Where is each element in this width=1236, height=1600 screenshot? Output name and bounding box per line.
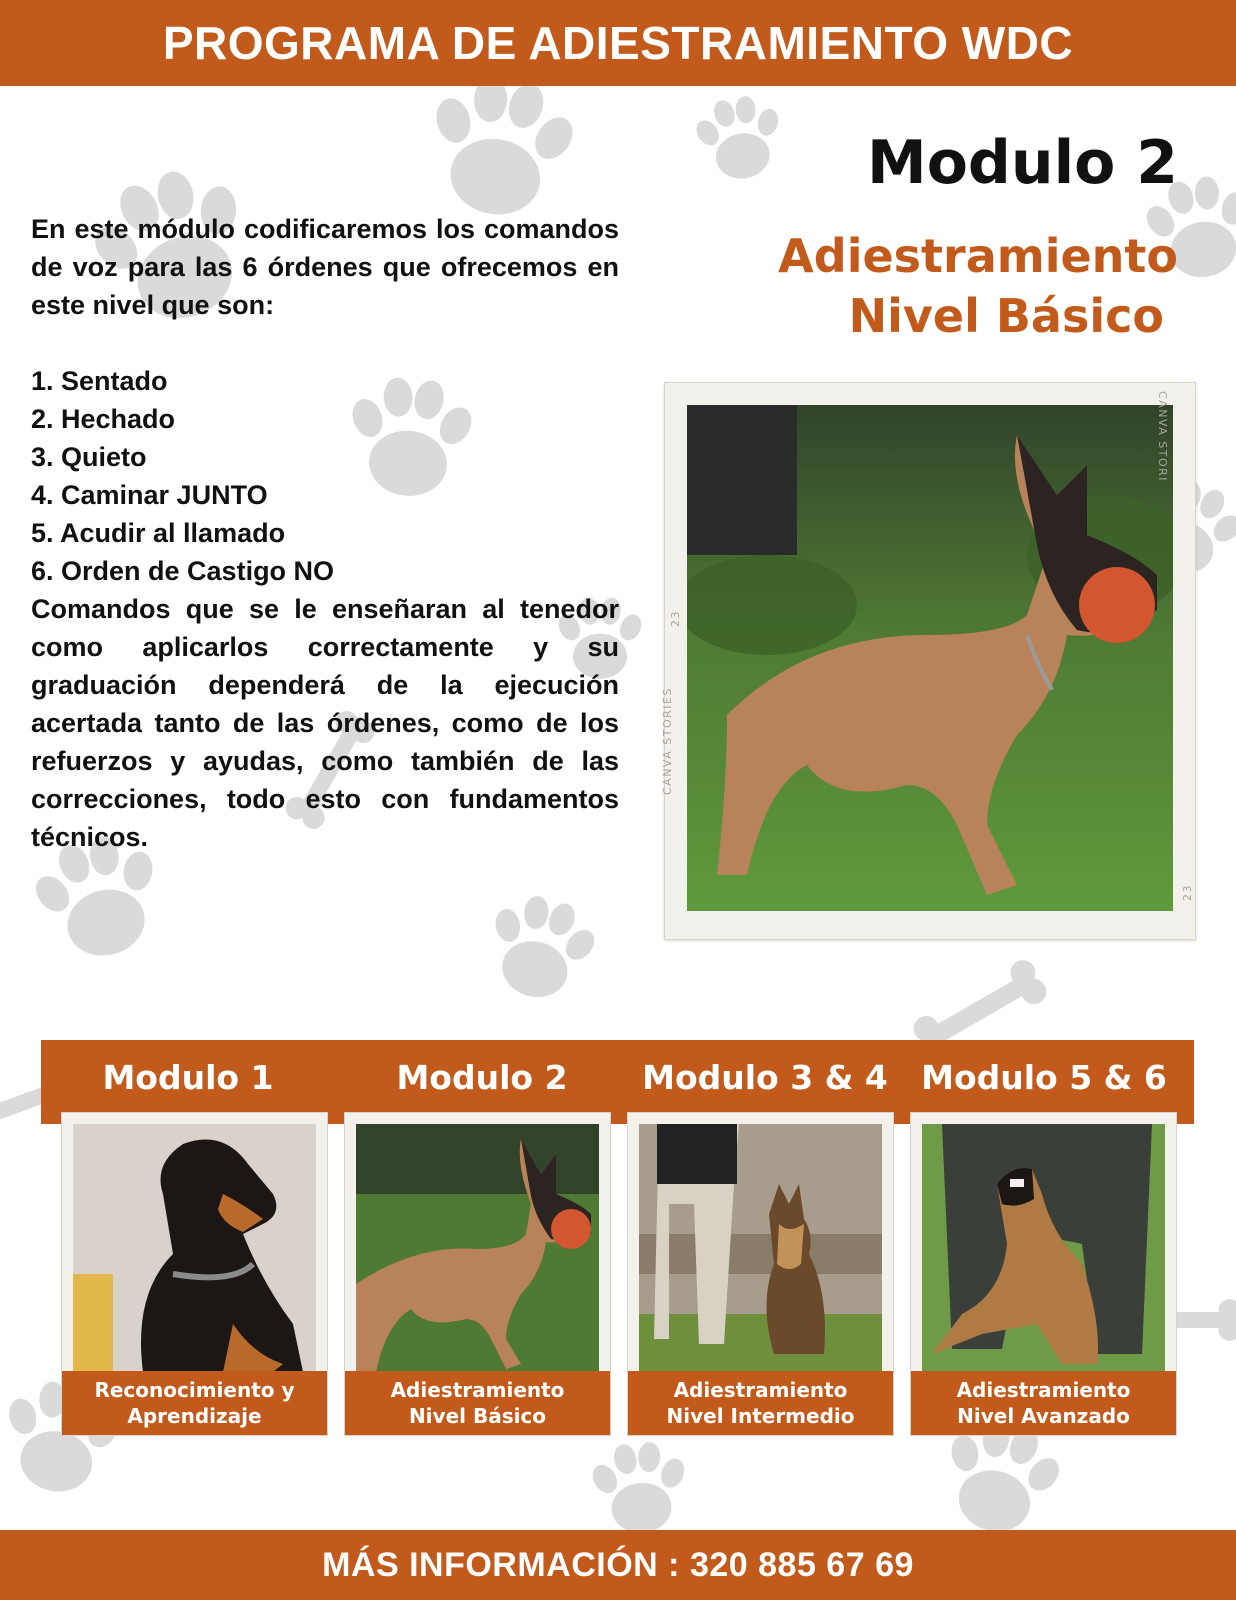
frame-brand-label: CANVA STORI [1156, 391, 1169, 483]
module-title: Modulo 2 [866, 128, 1178, 198]
module-card-title: Modulo 2 [396, 1058, 568, 1097]
footer-banner [0, 1530, 1236, 1600]
module-card-caption: Reconocimiento y Aprendizaje [62, 1371, 327, 1435]
module-card-caption: Adiestramiento Nivel Avanzado [911, 1371, 1176, 1435]
module-subtitle-line1: Adiestramiento [778, 229, 1178, 283]
module-card-3 [627, 1112, 894, 1436]
module-subtitle [758, 226, 1178, 346]
module-description [31, 210, 619, 856]
intro-paragraph: En este módulo codificaremos los comandos de voz para las 6 órdenes que ofrecemos en este nivel que son: [31, 214, 619, 320]
doberman-photo [73, 1124, 316, 1372]
order-item: 5. Acudir al llamado [31, 518, 286, 548]
orders-list [31, 362, 619, 590]
order-item: 3. Quieto [31, 442, 147, 472]
footer-contact: MÁS INFORMACIÓN : 320 885 67 69 [322, 1545, 914, 1584]
frame-number-label: 23 [1181, 884, 1194, 901]
module-subtitle-line2: Nivel Básico [848, 289, 1164, 343]
main-photo-frame [661, 382, 1196, 940]
module-card-title: Modulo 1 [102, 1058, 274, 1097]
malinois-puppy-photo [687, 405, 1173, 911]
module-card-2 [344, 1112, 611, 1436]
bite-suit-training-photo [922, 1124, 1165, 1372]
module-card-4 [910, 1112, 1177, 1436]
frame-brand-label: CANVA STORIES [661, 687, 674, 795]
order-item: 2. Hechado [31, 404, 176, 434]
german-shepherd-with-handler-photo [639, 1124, 882, 1372]
module-card-caption: Adiestramiento Nivel Intermedio [628, 1371, 893, 1435]
module-card-caption: Adiestramiento Nivel Básico [345, 1371, 610, 1435]
order-item: 4. Caminar JUNTO [31, 480, 268, 510]
closing-paragraph: Comandos que se le enseñaran al tenedor como aplicarlos correctamente y su graduación dependerá de la ejecución acertada tanto de las órdenes, como de los refuerzos y ayudas, como también de las correcciones, todo esto con fundamentos técnicos. [31, 594, 619, 852]
order-item: 6. Orden de Castigo NO [31, 556, 335, 586]
header-title: PROGRAMA DE ADIESTRAMIENTO WDC [162, 17, 1074, 69]
module-card-title: Modulo 5 & 6 [921, 1058, 1167, 1097]
module-card-1 [61, 1112, 328, 1436]
module-card-title: Modulo 3 & 4 [642, 1058, 888, 1097]
header-banner [0, 0, 1236, 86]
malinois-puppy-photo [356, 1124, 599, 1372]
order-item: 1. Sentado [31, 366, 168, 396]
frame-number-label: 23 [669, 610, 682, 627]
